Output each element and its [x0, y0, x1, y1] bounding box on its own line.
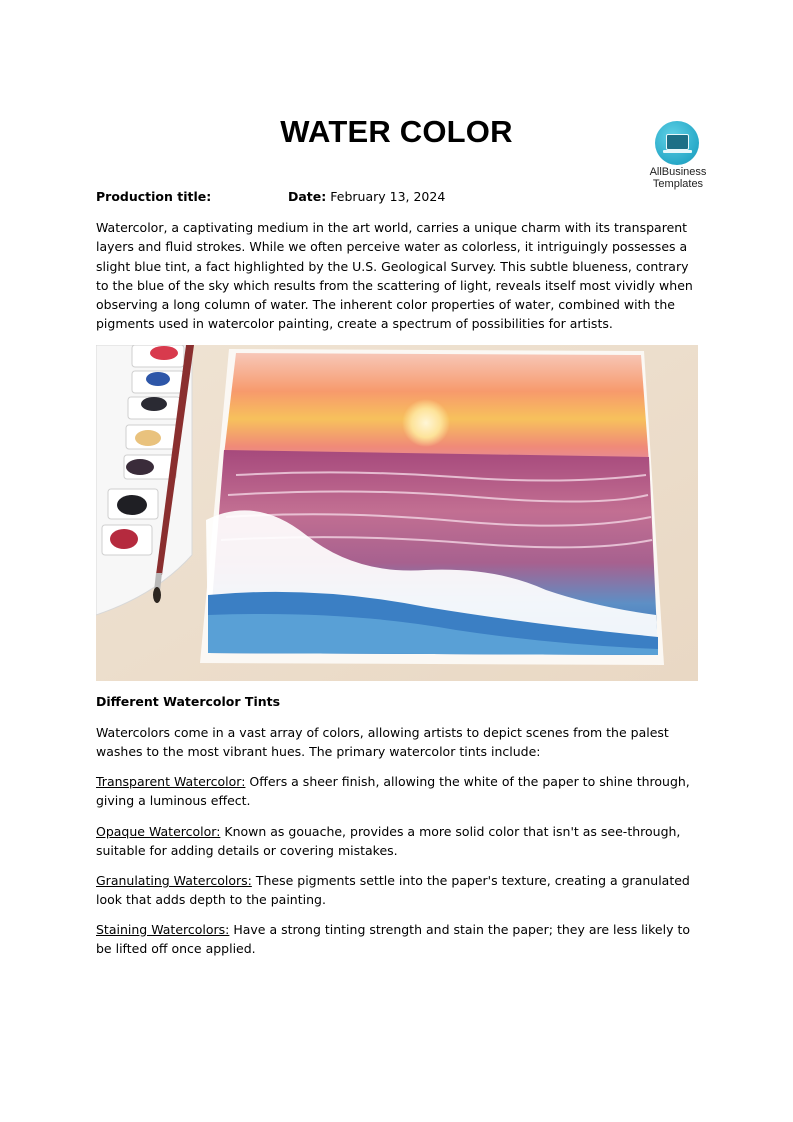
production-title-field — [96, 189, 211, 204]
date-field — [288, 189, 445, 204]
watercolor-seascape-image — [96, 345, 698, 681]
logo-text-line1: AllBusiness — [649, 166, 707, 178]
tint-item — [96, 871, 696, 910]
tint-item — [96, 772, 696, 811]
production-title-label: Production title: — [96, 189, 212, 204]
tint-description: These pigments settle into the paper's texture, creating a granulated look that adds depth to the painting. — [96, 873, 690, 908]
date-label: Date: — [288, 189, 327, 204]
tint-description: Known as gouache, provides a more solid color that isn't as see-through, suitable for adding details or covering mistakes. — [96, 824, 681, 859]
tint-description: Have a strong tinting strength and stain the paper; they are less likely to be lifted off once applied. — [96, 922, 691, 957]
section-heading-tints: Different Watercolor Tints — [96, 694, 281, 709]
tint-description: Offers a sheer finish, allowing the white of the paper to shine through, giving a luminous effect. — [96, 774, 690, 809]
tint-item — [96, 920, 696, 959]
document-title: WATER COLOR — [280, 114, 513, 149]
tint-term: Opaque Watercolor: — [96, 824, 221, 839]
tint-term: Granulating Watercolors: — [96, 873, 252, 888]
date-value: February 13, 2024 — [330, 189, 446, 204]
allbusiness-templates-logo — [640, 121, 716, 193]
laptop-icon — [655, 121, 699, 165]
logo-text — [640, 166, 716, 190]
tints-intro-paragraph: Watercolors come in a vast array of colors, allowing artists to depict scenes from the palest washes to the most vibrant hues. The primary watercolor tints include: — [96, 725, 669, 760]
tint-term: Staining Watercolors: — [96, 922, 230, 937]
intro-paragraph: Watercolor, a captivating medium in the art world, carries a unique charm with its transparent layers and fluid strokes. While we often perceive water as colorless, it intriguingly possesses a slight blue tint, a fact highlighted by the U.S. Geological Survey. This subtle blueness, contrary to the blue of the sky which results from the scattering of light, reveals itself most vividly when observing a long column of water. The inherent color properties of water, combined with the pigments used in watercolor painting, create a spectrum of possibilities for artists. — [96, 220, 693, 332]
tint-term: Transparent Watercolor: — [96, 774, 246, 789]
logo-text-line2: Templates — [652, 178, 704, 190]
tint-item — [96, 822, 696, 861]
